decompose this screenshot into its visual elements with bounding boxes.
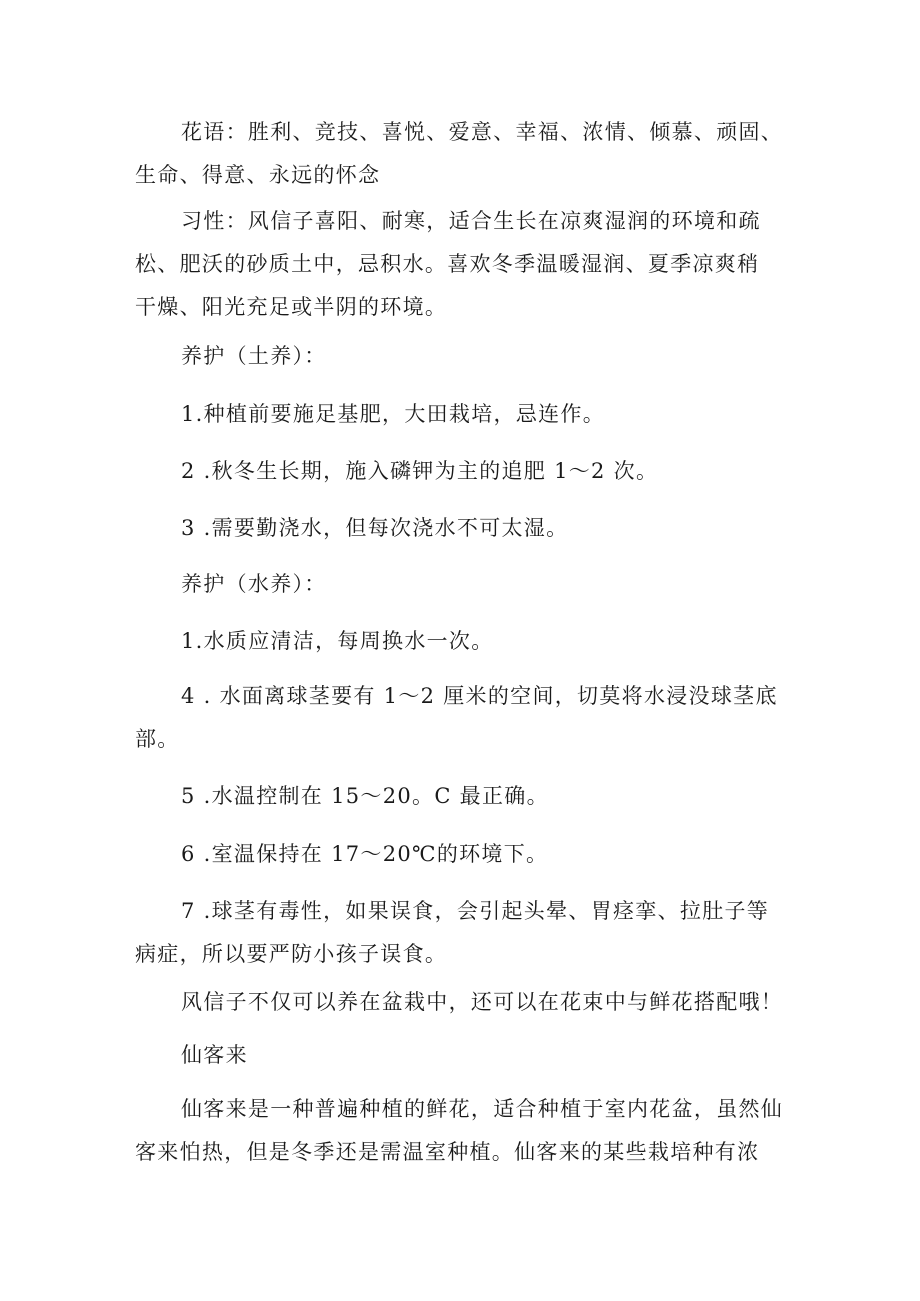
paragraph-line: 病症，所以要严防小孩子误食。 — [135, 942, 448, 966]
paragraph-line: 干燥、阳光充足或半阴的环境。 — [135, 295, 448, 319]
cyclamen-heading — [181, 1034, 821, 1077]
water-step-5 — [181, 775, 821, 818]
soil-step-3 — [181, 507, 821, 550]
paragraph-line: 习性：风信子喜阳、耐寒，适合生长在凉爽湿润的环境和疏 — [181, 209, 761, 233]
paragraph-line: 3 .需要勤浇水，但每次浇水不可太湿。 — [181, 516, 569, 540]
paragraph-line: 养护（土养）： — [181, 344, 327, 368]
soil-step-1 — [181, 393, 821, 436]
paragraph-line: 5 .水温控制在 15～20。C 最正确。 — [181, 784, 549, 808]
cyclamen-intro — [135, 1088, 805, 1174]
paragraph-line: 2 .秋冬生长期，施入磷钾为主的追肥 1～2 次。 — [181, 459, 659, 483]
paragraph-line: 风信子不仅可以养在盆栽中，还可以在花束中与鲜花搭配哦！ — [181, 990, 784, 1014]
paragraph-line: 养护（水养）： — [181, 572, 327, 596]
paragraph-line: 花语：胜利、竞技、喜悦、爱意、幸福、浓情、倾慕、顽固、 — [181, 120, 784, 144]
paragraph-line: 4 . 水面离球茎要有 1～2 厘米的空间，切莫将水浸没球茎底 — [181, 684, 778, 708]
bouquet-note — [135, 981, 805, 1024]
water-care-heading — [181, 563, 821, 606]
paragraph-line: 仙客来是一种普遍种植的鲜花，适合种植于室内花盆，虽然仙 — [181, 1097, 784, 1121]
paragraph-line: 生命、得意、永远的怀念 — [135, 163, 381, 187]
paragraph-line: 客来怕热，但是冬季还是需温室种植。仙客来的某些栽培种有浓 — [135, 1140, 760, 1164]
water-step-7 — [135, 890, 805, 976]
paragraph-line: 7 .球茎有毒性，如果误食，会引起头晕、胃痉挛、拉肚子等 — [181, 899, 770, 923]
soil-step-2 — [181, 450, 821, 493]
paragraph-habits — [135, 200, 805, 329]
paragraph-line: 1.种植前要施足基肥，大田栽培，忌连作。 — [181, 402, 606, 426]
paragraph-flower-language — [135, 111, 805, 197]
paragraph-line: 部。 — [135, 727, 180, 751]
paragraph-line: 仙客来 — [181, 1043, 248, 1067]
paragraph-line: 松、肥沃的砂质土中，忌积水。喜欢冬季温暖湿润、夏季凉爽稍 — [135, 252, 760, 276]
soil-care-heading — [181, 335, 821, 378]
water-step-6 — [181, 833, 821, 876]
paragraph-line: 6 .室温保持在 17～20℃的环境下。 — [181, 842, 549, 866]
paragraph-line: 1.水质应清洁，每周换水一次。 — [181, 629, 494, 653]
water-step-1 — [181, 620, 821, 663]
water-step-4 — [135, 675, 805, 761]
